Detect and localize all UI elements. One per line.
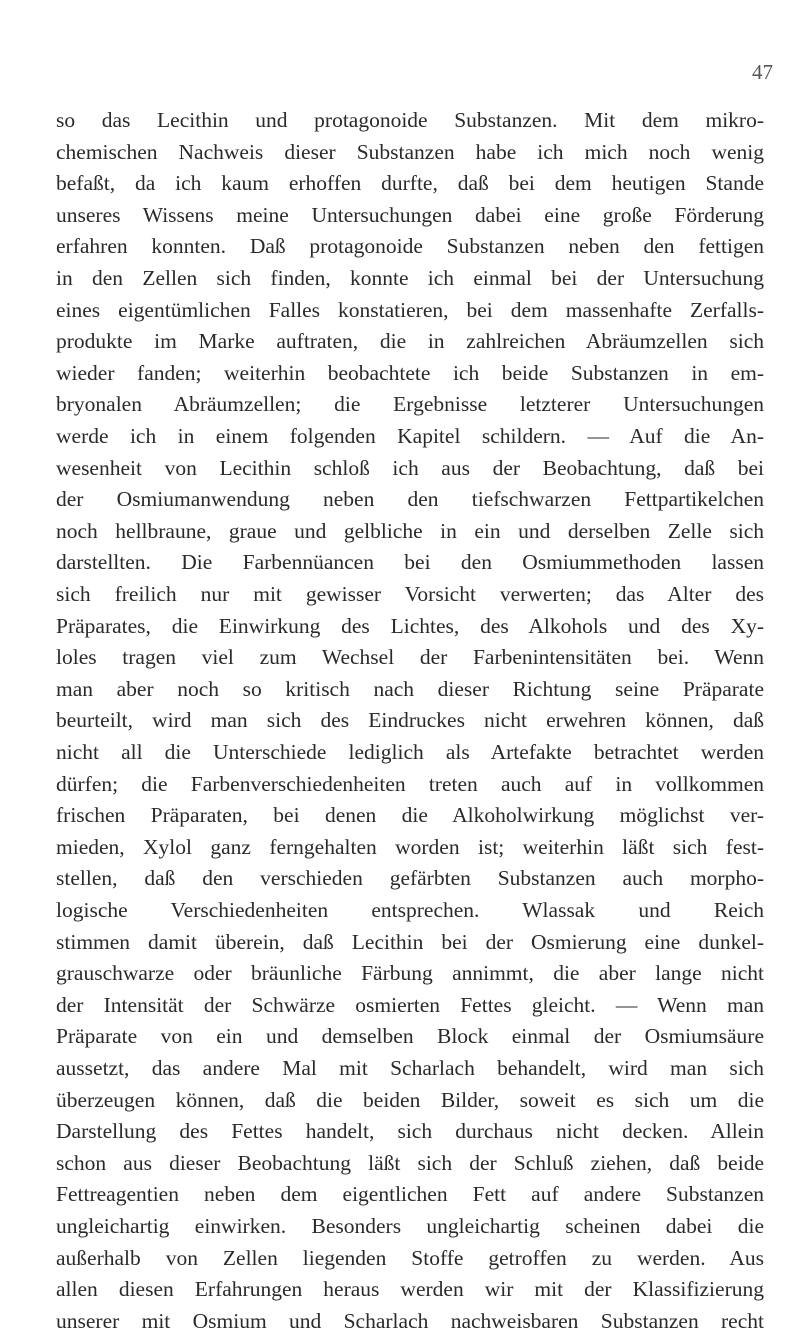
text-line: mieden, Xylol ganz ferngehalten worden ist; weiterhin läßt sich fest- [56,834,764,859]
text-line: allen diesen Erfahrungen heraus werden wir mit der Klassifizierung [56,1277,764,1302]
text-line: logische Verschiedenheiten entsprechen. Wlassak und Reich [56,898,764,922]
text-line: nicht all die Unterschiede lediglich als Artefakte betrachtet werden [56,740,764,764]
text-line: werde ich in einem folgenden Kapitel schildern. — Auf die An- [56,424,764,448]
text-line: chemischen Nachweis dieser Substanzen habe ich mich noch wenig [56,139,764,164]
text-line: grauschwarze oder bräunliche Färbung annimmt, die aber lange nicht [56,961,764,986]
text-line: erfahren konnten. Daß protagonoide Substanzen neben den fettigen [56,234,764,259]
text-line: überzeugen können, daß die beiden Bilder, soweit es sich um die [56,1087,764,1112]
text-line: produkte im Marke auftraten, die in zahlreichen Abräumzellen sich [56,329,764,354]
text-line: unserer mit Osmium und Scharlach nachweisbaren Substanzen recht [56,1308,764,1333]
text-line: aussetzt, das andere Mal mit Scharlach behandelt, wird man sich [56,1056,764,1080]
text-line: schon aus dieser Beobachtung läßt sich der Schluß ziehen, daß beide [56,1150,764,1175]
text-line: außerhalb von Zellen liegenden Stoffe getroffen zu werden. Aus [56,1245,764,1270]
text-line: in den Zellen sich finden, konnte ich einmal bei der Untersuchung [56,266,764,290]
text-line: loles tragen viel zum Wechsel der Farbenintensitäten bei. Wenn [56,645,764,670]
text-line: Darstellung des Fettes handelt, sich durchaus nicht decken. Allein [56,1119,764,1144]
text-line: stellen, daß den verschieden gefärbten Substanzen auch morpho- [56,866,764,891]
text-line: man aber noch so kritisch nach dieser Richtung seine Präparate [56,676,764,701]
text-line: Fettreagentien neben dem eigentlichen Fett auf andere Substanzen [56,1182,764,1207]
text-line: stimmen damit überein, daß Lecithin bei der Osmierung eine dunkel- [56,929,764,954]
text-line: wieder fanden; weiterhin beobachtete ich beide Substanzen in em- [56,360,764,385]
text-line: der Intensität der Schwärze osmierten Fettes gleicht. — Wenn man [56,992,764,1017]
text-line: unseres Wissens meine Untersuchungen dabei eine große Förderung [56,202,764,227]
text-line: beurteilt, wird man sich des Eindruckes nicht erwehren können, daß [56,708,764,733]
text-line: noch hellbraune, graue und gelbliche in ein und derselben Zelle sich [56,518,764,543]
text-line: ungleichartig einwirken. Besonders ungleichartig scheinen dabei die [56,1214,764,1238]
text-line: so das Lecithin und protagonoide Substanzen. Mit dem mikro- [56,108,764,132]
text-line: eines eigentümlichen Falles konstatieren, bei dem massenhafte Zerfalls- [56,297,764,322]
text-line: sich freilich nur mit gewisser Vorsicht verwerten; das Alter des [56,582,764,606]
text-line: der Osmiumanwendung neben den tiefschwarzen Fettpartikelchen [56,487,764,512]
text-line: bryonalen Abräumzellen; die Ergebnisse letzterer Untersuchungen [56,392,764,417]
text-line: darstellten. Die Farbennüancen bei den Osmiummethoden lassen [56,550,764,575]
text-line: dürfen; die Farbenverschiedenheiten treten auch auf in vollkommen [56,771,764,796]
text-line: Präparates, die Einwirkung des Lichtes, des Alkohols und des Xy- [56,613,764,638]
text-line: wesenheit von Lecithin schloß ich aus der Beobachtung, daß bei [56,455,764,480]
text-line: befaßt, da ich kaum erhoffen durfte, daß bei dem heutigen Stande [56,171,764,196]
text-line: frischen Präparaten, bei denen die Alkoholwirkung möglichst ver- [56,803,764,828]
page-number: 47 [752,60,773,84]
text-line: Präparate von ein und demselben Block einmal der Osmiumsäure [56,1024,764,1049]
